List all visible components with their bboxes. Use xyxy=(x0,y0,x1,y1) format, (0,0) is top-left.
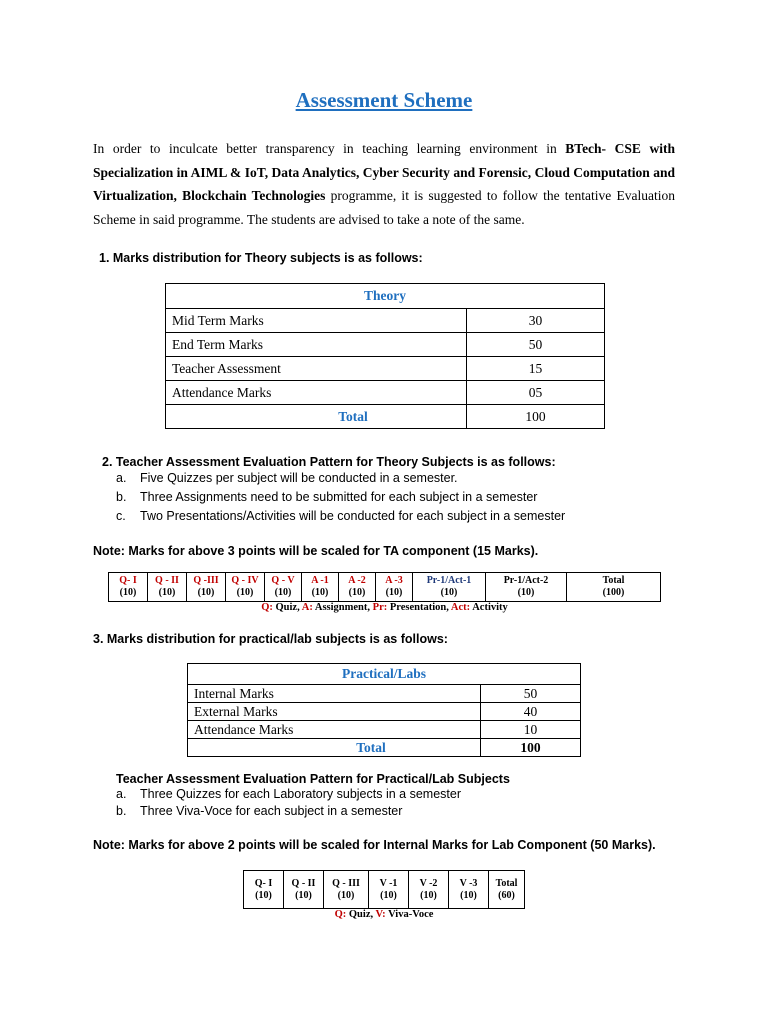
practical-row-label: Internal Marks xyxy=(188,685,481,703)
list-item: b. Three Viva-Voce for each subject in a semester xyxy=(116,804,403,818)
theory-total-value: 100 xyxy=(467,405,605,429)
ta-col-assignment: A -2 (10) xyxy=(339,573,376,602)
practical-row-value: 10 xyxy=(481,721,581,739)
ta-col-presentation: Pr-1/Act-1 (10) xyxy=(413,573,486,602)
ta-col-quiz: Q - V (10) xyxy=(265,573,302,602)
list-item: c. Two Presentations/Activities will be conducted for each subject in a semester xyxy=(116,509,566,523)
ta-col-quiz: Q - IV (10) xyxy=(226,573,265,602)
ta-col-assignment: A -3 (10) xyxy=(376,573,413,602)
ta-pattern-table xyxy=(108,572,661,602)
theory-row-value: 05 xyxy=(467,381,605,405)
theory-row-label: End Term Marks xyxy=(166,333,467,357)
practical-row-label: Attendance Marks xyxy=(188,721,481,739)
section3-heading: 3. Marks distribution for practical/lab subjects is as follows: xyxy=(93,632,448,646)
ta-col-presentation: Pr-1/Act-2 (10) xyxy=(486,573,567,602)
ta-col-quiz: Q- I (10) xyxy=(109,573,148,602)
lab-legend: Q: Quiz, V: Viva-Voce xyxy=(334,909,434,920)
theory-row-value: 15 xyxy=(467,357,605,381)
practical-table xyxy=(187,663,581,757)
list-item: a. Five Quizzes per subject will be conducted in a semester. xyxy=(116,471,458,485)
lab-col-viva: V -1 (10) xyxy=(369,871,409,909)
ta-col-assignment: A -1 (10) xyxy=(302,573,339,602)
section3-list xyxy=(116,786,461,820)
section2-heading: 2. Teacher Assessment Evaluation Pattern for Theory Subjects is as follows: xyxy=(102,455,556,469)
theory-row-value: 50 xyxy=(467,333,605,357)
theory-row-value: 30 xyxy=(467,309,605,333)
section2-note: Note: Marks for above 3 points will be scaled for TA component (15 Marks). xyxy=(93,544,539,558)
lab-ta-heading: Teacher Assessment Evaluation Pattern for Practical/Lab Subjects xyxy=(116,772,510,786)
page-title: Assessment Scheme xyxy=(295,88,473,112)
practical-row-label: External Marks xyxy=(188,703,481,721)
lab-col-quiz: Q - II (10) xyxy=(284,871,324,909)
lab-col-viva: V -2 (10) xyxy=(409,871,449,909)
section2-list xyxy=(116,469,565,526)
theory-table-header: Theory xyxy=(166,284,605,309)
lab-col-total: Total (60) xyxy=(489,871,525,909)
lab-pattern-table xyxy=(243,870,525,909)
theory-row-label: Teacher Assessment xyxy=(166,357,467,381)
ta-legend: Q: Quiz, A: Assignment, Pr: Presentation, Act: Activity xyxy=(261,602,508,613)
practical-total-value: 100 xyxy=(481,739,581,757)
list-item: b. Three Assignments need to be submitted for each subject in a semester xyxy=(116,490,538,504)
ta-col-quiz: Q -III (10) xyxy=(187,573,226,602)
intro-paragraph: In order to inculcate better transparency in teaching learning environment in BTech- CSE with Specialization in AIML & IoT, Data Analytics, Cyber Security and Forensic, Cloud Computation and Virtualization, Blockchain Technologies programme, it is suggested to follow the tentative Evaluation Scheme in said programme. The students are advised to take a note of the same. xyxy=(93,141,675,227)
section1-heading: 1. Marks distribution for Theory subjects is as follows: xyxy=(99,251,423,265)
list-item: a. Three Quizzes for each Laboratory subjects in a semester xyxy=(116,787,461,801)
lab-col-quiz: Q - III (10) xyxy=(324,871,369,909)
practical-table-header: Practical/Labs xyxy=(188,664,581,685)
section3-note: Note: Marks for above 2 points will be scaled for Internal Marks for Lab Component (50 Marks). xyxy=(93,838,656,852)
ta-col-quiz: Q - II (10) xyxy=(148,573,187,602)
theory-total-label: Total xyxy=(166,405,467,429)
lab-col-viva: V -3 (10) xyxy=(449,871,489,909)
theory-row-label: Mid Term Marks xyxy=(166,309,467,333)
ta-col-total: Total (100) xyxy=(567,573,661,602)
practical-row-value: 50 xyxy=(481,685,581,703)
practical-row-value: 40 xyxy=(481,703,581,721)
theory-table xyxy=(165,283,605,429)
lab-col-quiz: Q- I (10) xyxy=(244,871,284,909)
theory-row-label: Attendance Marks xyxy=(166,381,467,405)
practical-total-label: Total xyxy=(188,739,481,757)
